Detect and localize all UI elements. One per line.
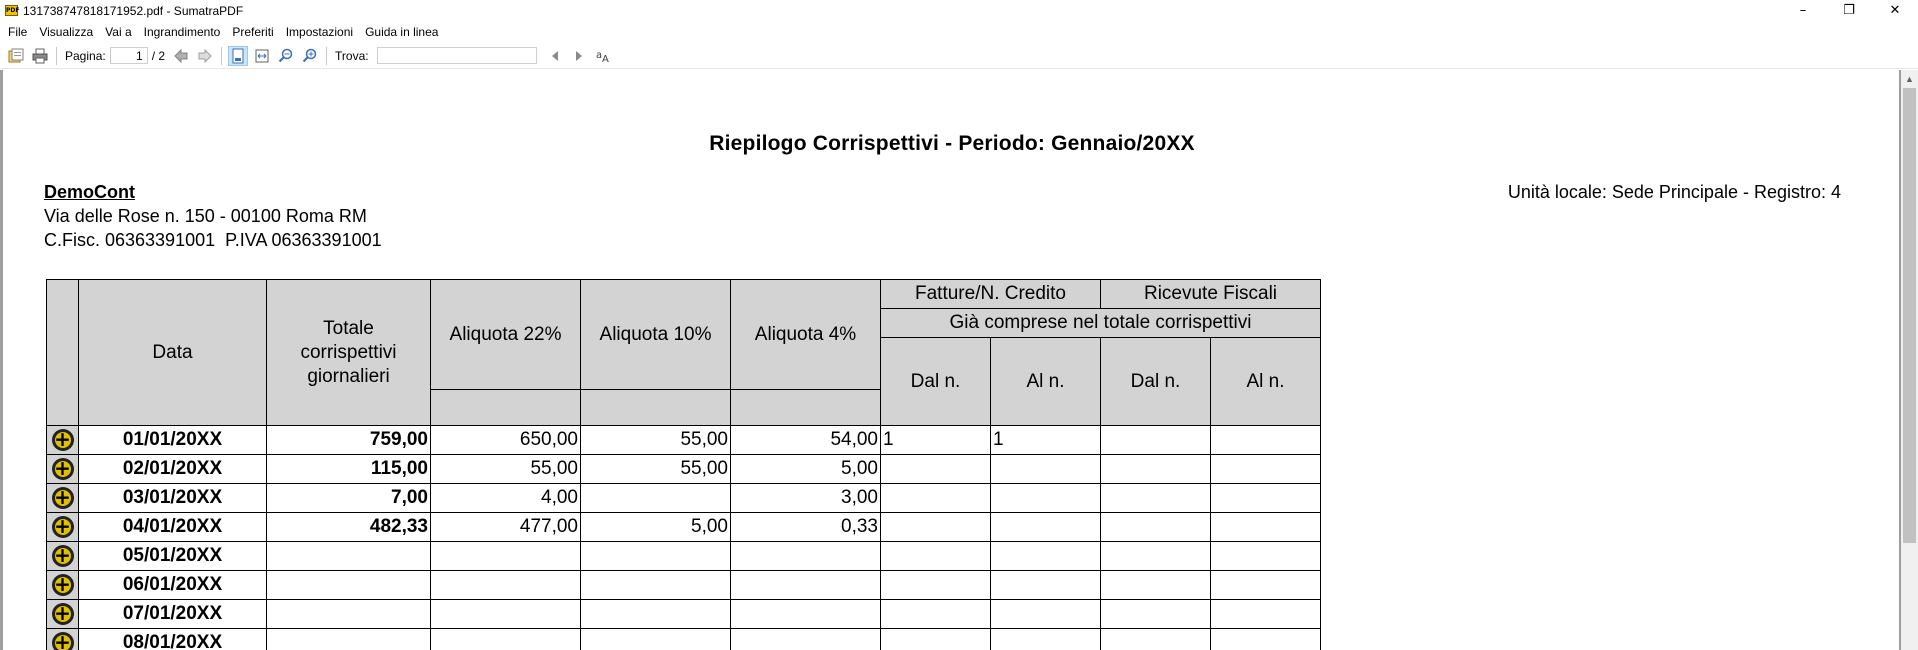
toolbar bbox=[0, 43, 1918, 69]
cell-al-n-fatture bbox=[991, 571, 1101, 600]
find-next-icon[interactable] bbox=[569, 46, 589, 66]
cell-data: 03/01/20XX bbox=[79, 484, 267, 513]
header-aliquota-4: Aliquota 4% bbox=[731, 280, 881, 390]
cell-dal-n-ricevute bbox=[1101, 629, 1211, 650]
expand-row-button[interactable] bbox=[47, 455, 79, 484]
table-row bbox=[47, 542, 1321, 571]
cell-dal-n-fatture bbox=[881, 484, 991, 513]
cell-al-n-ricevute bbox=[1211, 629, 1321, 650]
cell-data: 01/01/20XX bbox=[79, 426, 267, 455]
unit-info: Unità locale: Sede Principale - Registro: 4 bbox=[1507, 182, 1841, 202]
fit-page-icon[interactable] bbox=[228, 46, 248, 66]
header-fatture: Fatture/N. Credito bbox=[881, 280, 1101, 309]
vertical-scrollbar[interactable] bbox=[1901, 70, 1918, 650]
cell-dal-n-ricevute bbox=[1101, 426, 1211, 455]
cell-totale bbox=[267, 571, 431, 600]
find-prev-icon[interactable] bbox=[545, 46, 565, 66]
header-data: Data bbox=[79, 280, 267, 426]
cell-aliquota-10 bbox=[581, 629, 731, 650]
cell-totale: 482,33 bbox=[267, 513, 431, 542]
menu-file[interactable]: File bbox=[8, 25, 28, 39]
cell-dal-n-fatture bbox=[881, 513, 991, 542]
menu-ingrandimento[interactable]: Ingrandimento bbox=[143, 25, 221, 39]
cell-totale bbox=[267, 629, 431, 650]
cell-aliquota-10 bbox=[581, 542, 731, 571]
cell-dal-n-fatture bbox=[881, 600, 991, 629]
cell-al-n-ricevute bbox=[1211, 571, 1321, 600]
zoom-in-icon[interactable] bbox=[300, 46, 320, 66]
menu-guida[interactable]: Guida in linea bbox=[365, 25, 439, 39]
expand-row-button[interactable] bbox=[47, 600, 79, 629]
cell-aliquota-4: 5,00 bbox=[731, 455, 881, 484]
find-input[interactable] bbox=[377, 47, 537, 64]
cell-dal-n-ricevute bbox=[1101, 571, 1211, 600]
table-row bbox=[47, 629, 1321, 650]
page-label: Pagina: bbox=[65, 48, 106, 63]
menu-visualizza[interactable]: Visualizza bbox=[39, 25, 94, 39]
cell-dal-n-fatture bbox=[881, 571, 991, 600]
cell-data: 02/01/20XX bbox=[79, 455, 267, 484]
cell-aliquota-10: 55,00 bbox=[581, 426, 731, 455]
document-title: Riepilogo Corrispettivi - Periodo: Gennaio/20XX bbox=[709, 132, 1195, 155]
cell-al-n-fatture bbox=[991, 513, 1101, 542]
cell-aliquota-22: 4,00 bbox=[431, 484, 581, 513]
header-sub-10 bbox=[581, 390, 731, 426]
table-row bbox=[47, 571, 1321, 600]
close-button[interactable] bbox=[1872, 0, 1918, 21]
close-icon: ✕ bbox=[1889, 3, 1901, 18]
cell-al-n-ricevute bbox=[1211, 513, 1321, 542]
table-row bbox=[47, 513, 1321, 542]
cell-al-n-fatture bbox=[991, 484, 1101, 513]
scroll-thumb[interactable] bbox=[1903, 88, 1916, 543]
cell-aliquota-10: 5,00 bbox=[581, 513, 731, 542]
expand-row-button[interactable] bbox=[47, 542, 79, 571]
toolbar-separator bbox=[326, 47, 327, 65]
cell-dal-n-ricevute bbox=[1101, 484, 1211, 513]
header-totale: Totale corrispettivi giornalieri bbox=[267, 280, 431, 426]
prev-page-icon[interactable] bbox=[171, 46, 191, 66]
cell-aliquota-4 bbox=[731, 571, 881, 600]
print-icon[interactable] bbox=[30, 46, 50, 66]
menu-vai-a[interactable]: Vai a bbox=[105, 25, 132, 39]
header-button-col bbox=[47, 280, 79, 426]
header-ricevute: Ricevute Fiscali bbox=[1101, 280, 1321, 309]
minimize-icon: – bbox=[1799, 3, 1807, 18]
cell-aliquota-22 bbox=[431, 571, 581, 600]
cell-totale bbox=[267, 542, 431, 571]
cell-aliquota-4 bbox=[731, 542, 881, 571]
table-row bbox=[47, 484, 1321, 513]
company-name: DemoCont bbox=[44, 182, 135, 202]
sumatra-app-icon: PDF bbox=[6, 7, 20, 14]
cell-dal-n-ricevute bbox=[1101, 542, 1211, 571]
cell-al-n-ricevute bbox=[1211, 455, 1321, 484]
expand-row-button[interactable] bbox=[47, 484, 79, 513]
menu-preferiti[interactable]: Preferiti bbox=[232, 25, 274, 39]
window-controls bbox=[1780, 0, 1918, 21]
pdf-page bbox=[3, 70, 1899, 650]
zoom-out-icon[interactable] bbox=[276, 46, 296, 66]
scroll-up-icon[interactable]: ▲ bbox=[1905, 73, 1914, 84]
open-icon[interactable] bbox=[6, 46, 26, 66]
cell-totale: 759,00 bbox=[267, 426, 431, 455]
cell-aliquota-4: 3,00 bbox=[731, 484, 881, 513]
table-body bbox=[47, 426, 1321, 650]
svg-text:A: A bbox=[601, 53, 609, 64]
header-sub-4 bbox=[731, 390, 881, 426]
table-row bbox=[47, 600, 1321, 629]
cell-aliquota-4: 54,00 bbox=[731, 426, 881, 455]
cell-totale: 115,00 bbox=[267, 455, 431, 484]
company-tax-ids: C.Fisc. 06363391001 P.IVA 06363391001 bbox=[44, 230, 382, 250]
cell-aliquota-22 bbox=[431, 629, 581, 650]
cell-dal-n-ricevute bbox=[1101, 600, 1211, 629]
plus-circle-icon bbox=[52, 574, 74, 596]
cell-aliquota-22: 650,00 bbox=[431, 426, 581, 455]
cell-aliquota-22: 55,00 bbox=[431, 455, 581, 484]
cell-al-n-fatture: 1 bbox=[991, 426, 1101, 455]
toolbar-separator bbox=[221, 47, 222, 65]
cell-totale bbox=[267, 600, 431, 629]
cell-dal-n-fatture: 1 bbox=[881, 426, 991, 455]
expand-row-button[interactable] bbox=[47, 571, 79, 600]
header-al-n-fatture: Al n. bbox=[991, 338, 1101, 426]
page-number-input[interactable] bbox=[110, 47, 148, 64]
cell-al-n-fatture bbox=[991, 629, 1101, 650]
window-title: 131738747818171952.pdf - SumatraPDF bbox=[23, 3, 244, 18]
cell-data: 07/01/20XX bbox=[79, 600, 267, 629]
cell-aliquota-10 bbox=[581, 571, 731, 600]
cell-aliquota-22: 477,00 bbox=[431, 513, 581, 542]
cell-data: 04/01/20XX bbox=[79, 513, 267, 542]
cell-dal-n-ricevute bbox=[1101, 513, 1211, 542]
company-block bbox=[44, 180, 382, 252]
menu-impostazioni[interactable]: Impostazioni bbox=[285, 25, 354, 39]
header-gia-comprese: Già comprese nel totale corrispettivi bbox=[881, 309, 1321, 338]
cell-totale: 7,00 bbox=[267, 484, 431, 513]
find-label: Trova: bbox=[335, 48, 369, 63]
cell-al-n-fatture bbox=[991, 455, 1101, 484]
match-case-icon[interactable] bbox=[593, 46, 613, 66]
header-aliquota-22: Aliquota 22% bbox=[431, 280, 581, 390]
maximize-button[interactable] bbox=[1826, 0, 1872, 21]
cell-aliquota-10 bbox=[581, 600, 731, 629]
page-total: / 2 bbox=[151, 48, 166, 63]
table-row bbox=[47, 455, 1321, 484]
plus-circle-icon bbox=[52, 516, 74, 538]
cell-al-n-ricevute bbox=[1211, 542, 1321, 571]
expand-row-button[interactable] bbox=[47, 513, 79, 542]
minimize-button[interactable] bbox=[1780, 0, 1826, 21]
cell-al-n-ricevute bbox=[1211, 484, 1321, 513]
fit-width-icon[interactable] bbox=[252, 46, 272, 66]
header-al-n-ricevute: Al n. bbox=[1211, 338, 1321, 426]
cell-dal-n-ricevute bbox=[1101, 455, 1211, 484]
plus-circle-icon bbox=[52, 458, 74, 480]
cell-aliquota-22 bbox=[431, 542, 581, 571]
next-page-icon[interactable] bbox=[195, 46, 215, 66]
cell-aliquota-4 bbox=[731, 629, 881, 650]
header-dal-n-ricevute: Dal n. bbox=[1101, 338, 1211, 426]
header-sub-22 bbox=[431, 390, 581, 426]
cell-dal-n-fatture bbox=[881, 629, 991, 650]
expand-row-button[interactable] bbox=[47, 629, 79, 650]
cell-data: 06/01/20XX bbox=[79, 571, 267, 600]
company-address: Via delle Rose n. 150 - 00100 Roma RM bbox=[44, 206, 367, 226]
header-aliquota-10: Aliquota 10% bbox=[581, 280, 731, 390]
maximize-icon: ❐ bbox=[1843, 3, 1855, 18]
cell-aliquota-4 bbox=[731, 600, 881, 629]
plus-circle-icon bbox=[52, 632, 74, 650]
cell-dal-n-fatture bbox=[881, 542, 991, 571]
cell-al-n-fatture bbox=[991, 542, 1101, 571]
cell-aliquota-4: 0,33 bbox=[731, 513, 881, 542]
document-viewport[interactable] bbox=[0, 70, 1918, 650]
cell-data: 05/01/20XX bbox=[79, 542, 267, 571]
header-dal-n-fatture: Dal n. bbox=[881, 338, 991, 426]
table-row bbox=[47, 426, 1321, 455]
cell-al-n-ricevute bbox=[1211, 600, 1321, 629]
cell-al-n-fatture bbox=[991, 600, 1101, 629]
title-bar bbox=[0, 0, 1918, 21]
plus-circle-icon bbox=[52, 545, 74, 567]
plus-circle-icon bbox=[52, 429, 74, 451]
toolbar-separator bbox=[56, 47, 57, 65]
corrispettivi-table bbox=[46, 279, 1321, 650]
cell-aliquota-22 bbox=[431, 600, 581, 629]
plus-circle-icon bbox=[52, 487, 74, 509]
cell-data: 08/01/20XX bbox=[79, 629, 267, 650]
plus-circle-icon bbox=[52, 603, 74, 625]
svg-text:a: a bbox=[595, 49, 602, 61]
cell-dal-n-fatture bbox=[881, 455, 991, 484]
cell-al-n-ricevute bbox=[1211, 426, 1321, 455]
cell-aliquota-10: 55,00 bbox=[581, 455, 731, 484]
expand-row-button[interactable] bbox=[47, 426, 79, 455]
menu-bar bbox=[0, 21, 1918, 43]
cell-aliquota-10 bbox=[581, 484, 731, 513]
